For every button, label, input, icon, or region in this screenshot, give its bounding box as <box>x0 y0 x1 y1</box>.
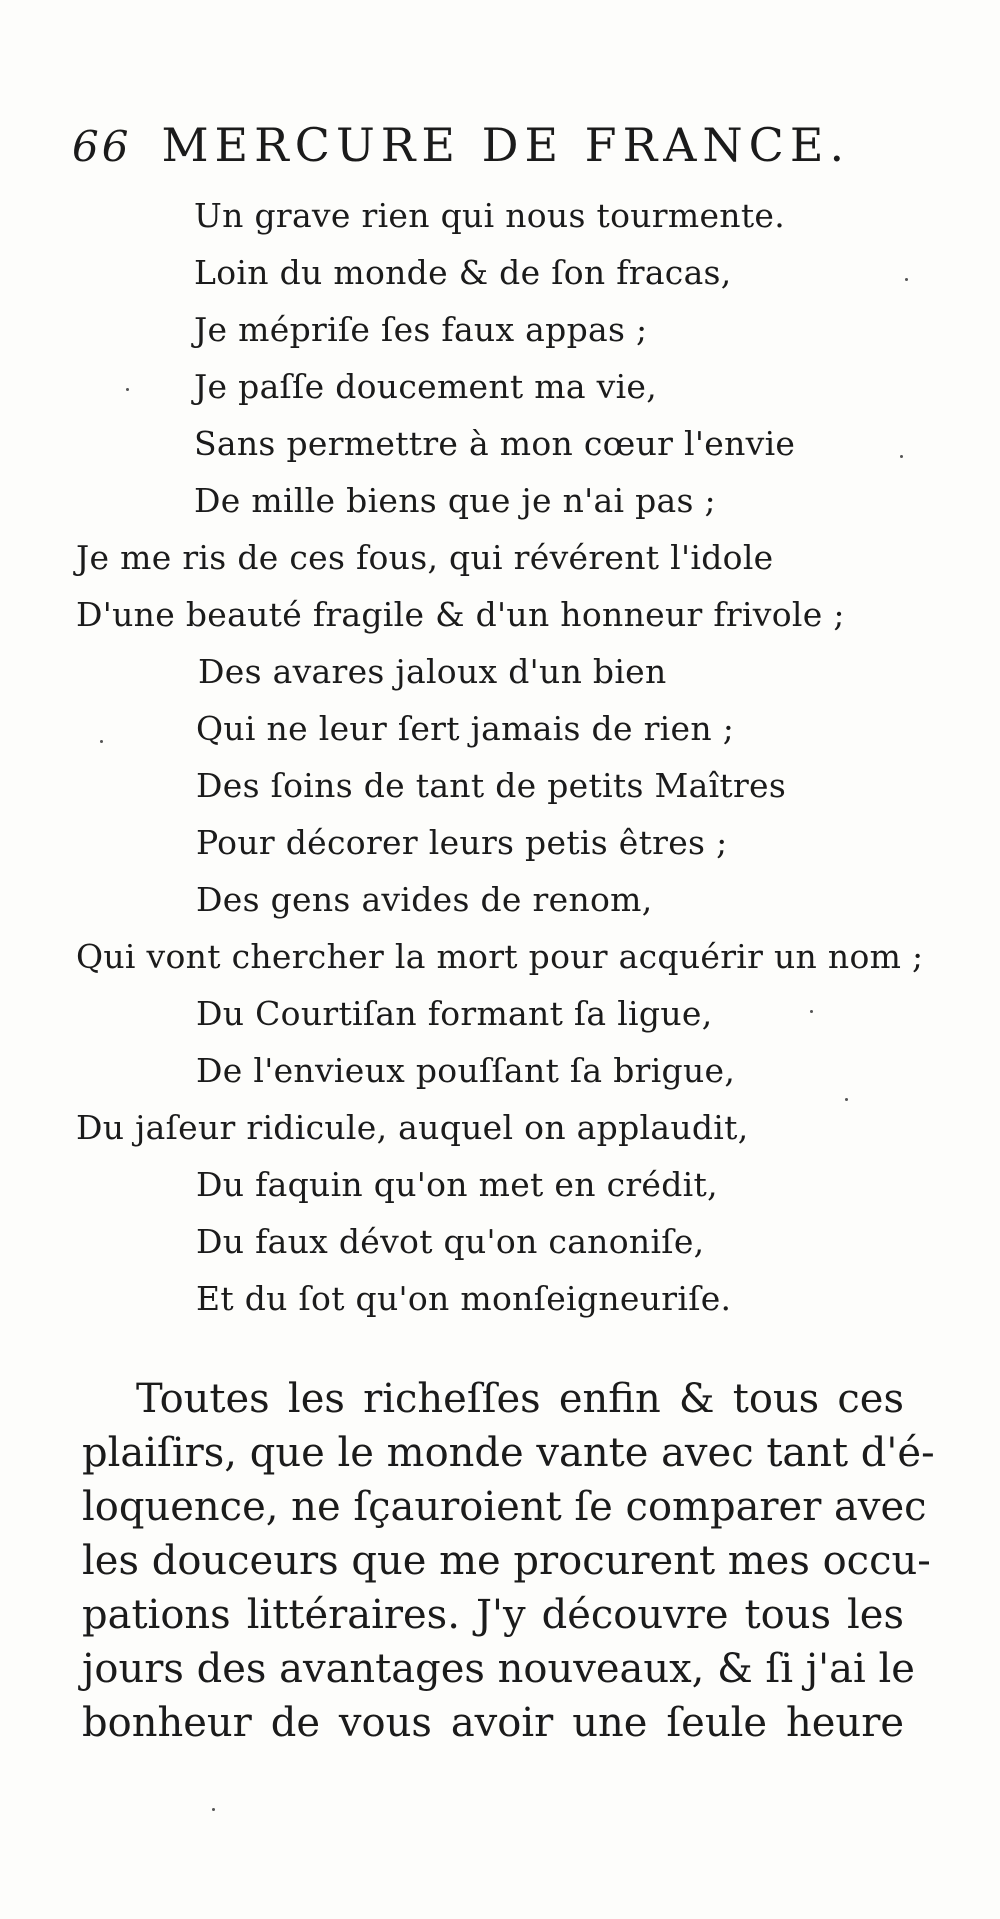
verse-line: De mille biens que je n'ai pas ; <box>194 481 716 520</box>
verse-line: Du Courtiſan formant ſa ligue, <box>196 994 713 1033</box>
prose-line: bonheur de vous avoir une ſeule heure <box>82 1700 904 1746</box>
verse-line: Loin du monde & de ſon fracas, <box>194 253 732 292</box>
ink-speck <box>810 1010 813 1013</box>
verse-line: Sans permettre à mon cœur l'envie <box>194 424 796 463</box>
ink-speck <box>100 740 103 743</box>
verse-line: Du jaſeur ridicule, auquel on applaudit, <box>76 1108 749 1147</box>
verse-line: Des avares jaloux d'un bien <box>198 652 667 691</box>
prose-line: loquence, ne ſçauroient ſe comparer avec <box>82 1484 927 1530</box>
verse-line: Je paſſe doucement ma vie, <box>194 367 658 406</box>
verse-line: Je mépriſe ſes faux appas ; <box>194 310 648 349</box>
verse-line: Des ſoins de tant de petits Maîtres <box>196 766 787 805</box>
verse-line: Pour décorer leurs petis êtres ; <box>196 823 728 862</box>
prose-paragraph <box>82 1372 935 1750</box>
verse-line: Qui vont chercher la mort pour acquérir un nom ; <box>76 937 924 976</box>
prose-line: pations littéraires. J'y découvre tous les <box>82 1592 904 1638</box>
page-number: 66 <box>72 122 132 171</box>
ink-speck <box>905 278 908 281</box>
verse-line: D'une beauté fragile & d'un honneur frivole ; <box>76 595 845 634</box>
prose-line: Toutes les richeſſes enfin & tous ces <box>136 1376 904 1422</box>
prose-line: plaiſirs, que le monde vante avec tant d'é- <box>82 1430 935 1476</box>
ink-speck <box>212 1808 215 1811</box>
ink-speck <box>900 455 903 458</box>
verse-line: Qui ne leur ſert jamais de rien ; <box>196 709 735 748</box>
verse-line: Du faux dévot qu'on canoniſe, <box>196 1222 705 1261</box>
verse-line: Et du ſot qu'on monſeigneuriſe. <box>196 1279 732 1318</box>
verse-line: Je me ris de ces fous, qui révérent l'idole <box>76 538 774 577</box>
running-title: MERCURE DE FRANCE. <box>161 118 851 172</box>
ink-speck <box>845 1098 848 1101</box>
page-header <box>72 118 850 172</box>
verse-line: Du faquin qu'on met en crédit, <box>196 1165 718 1204</box>
ink-speck <box>126 388 129 391</box>
prose-line: jours des avantages nouveaux, & ſi j'ai le <box>82 1646 915 1692</box>
prose-line: les douceurs que me procurent mes occu- <box>82 1538 931 1584</box>
verse-line: Un grave rien qui nous tourmente. <box>194 196 786 235</box>
verse-line: De l'envieux pouſſant ſa brigue, <box>196 1051 736 1090</box>
verse-line: Des gens avides de renom, <box>196 880 653 919</box>
